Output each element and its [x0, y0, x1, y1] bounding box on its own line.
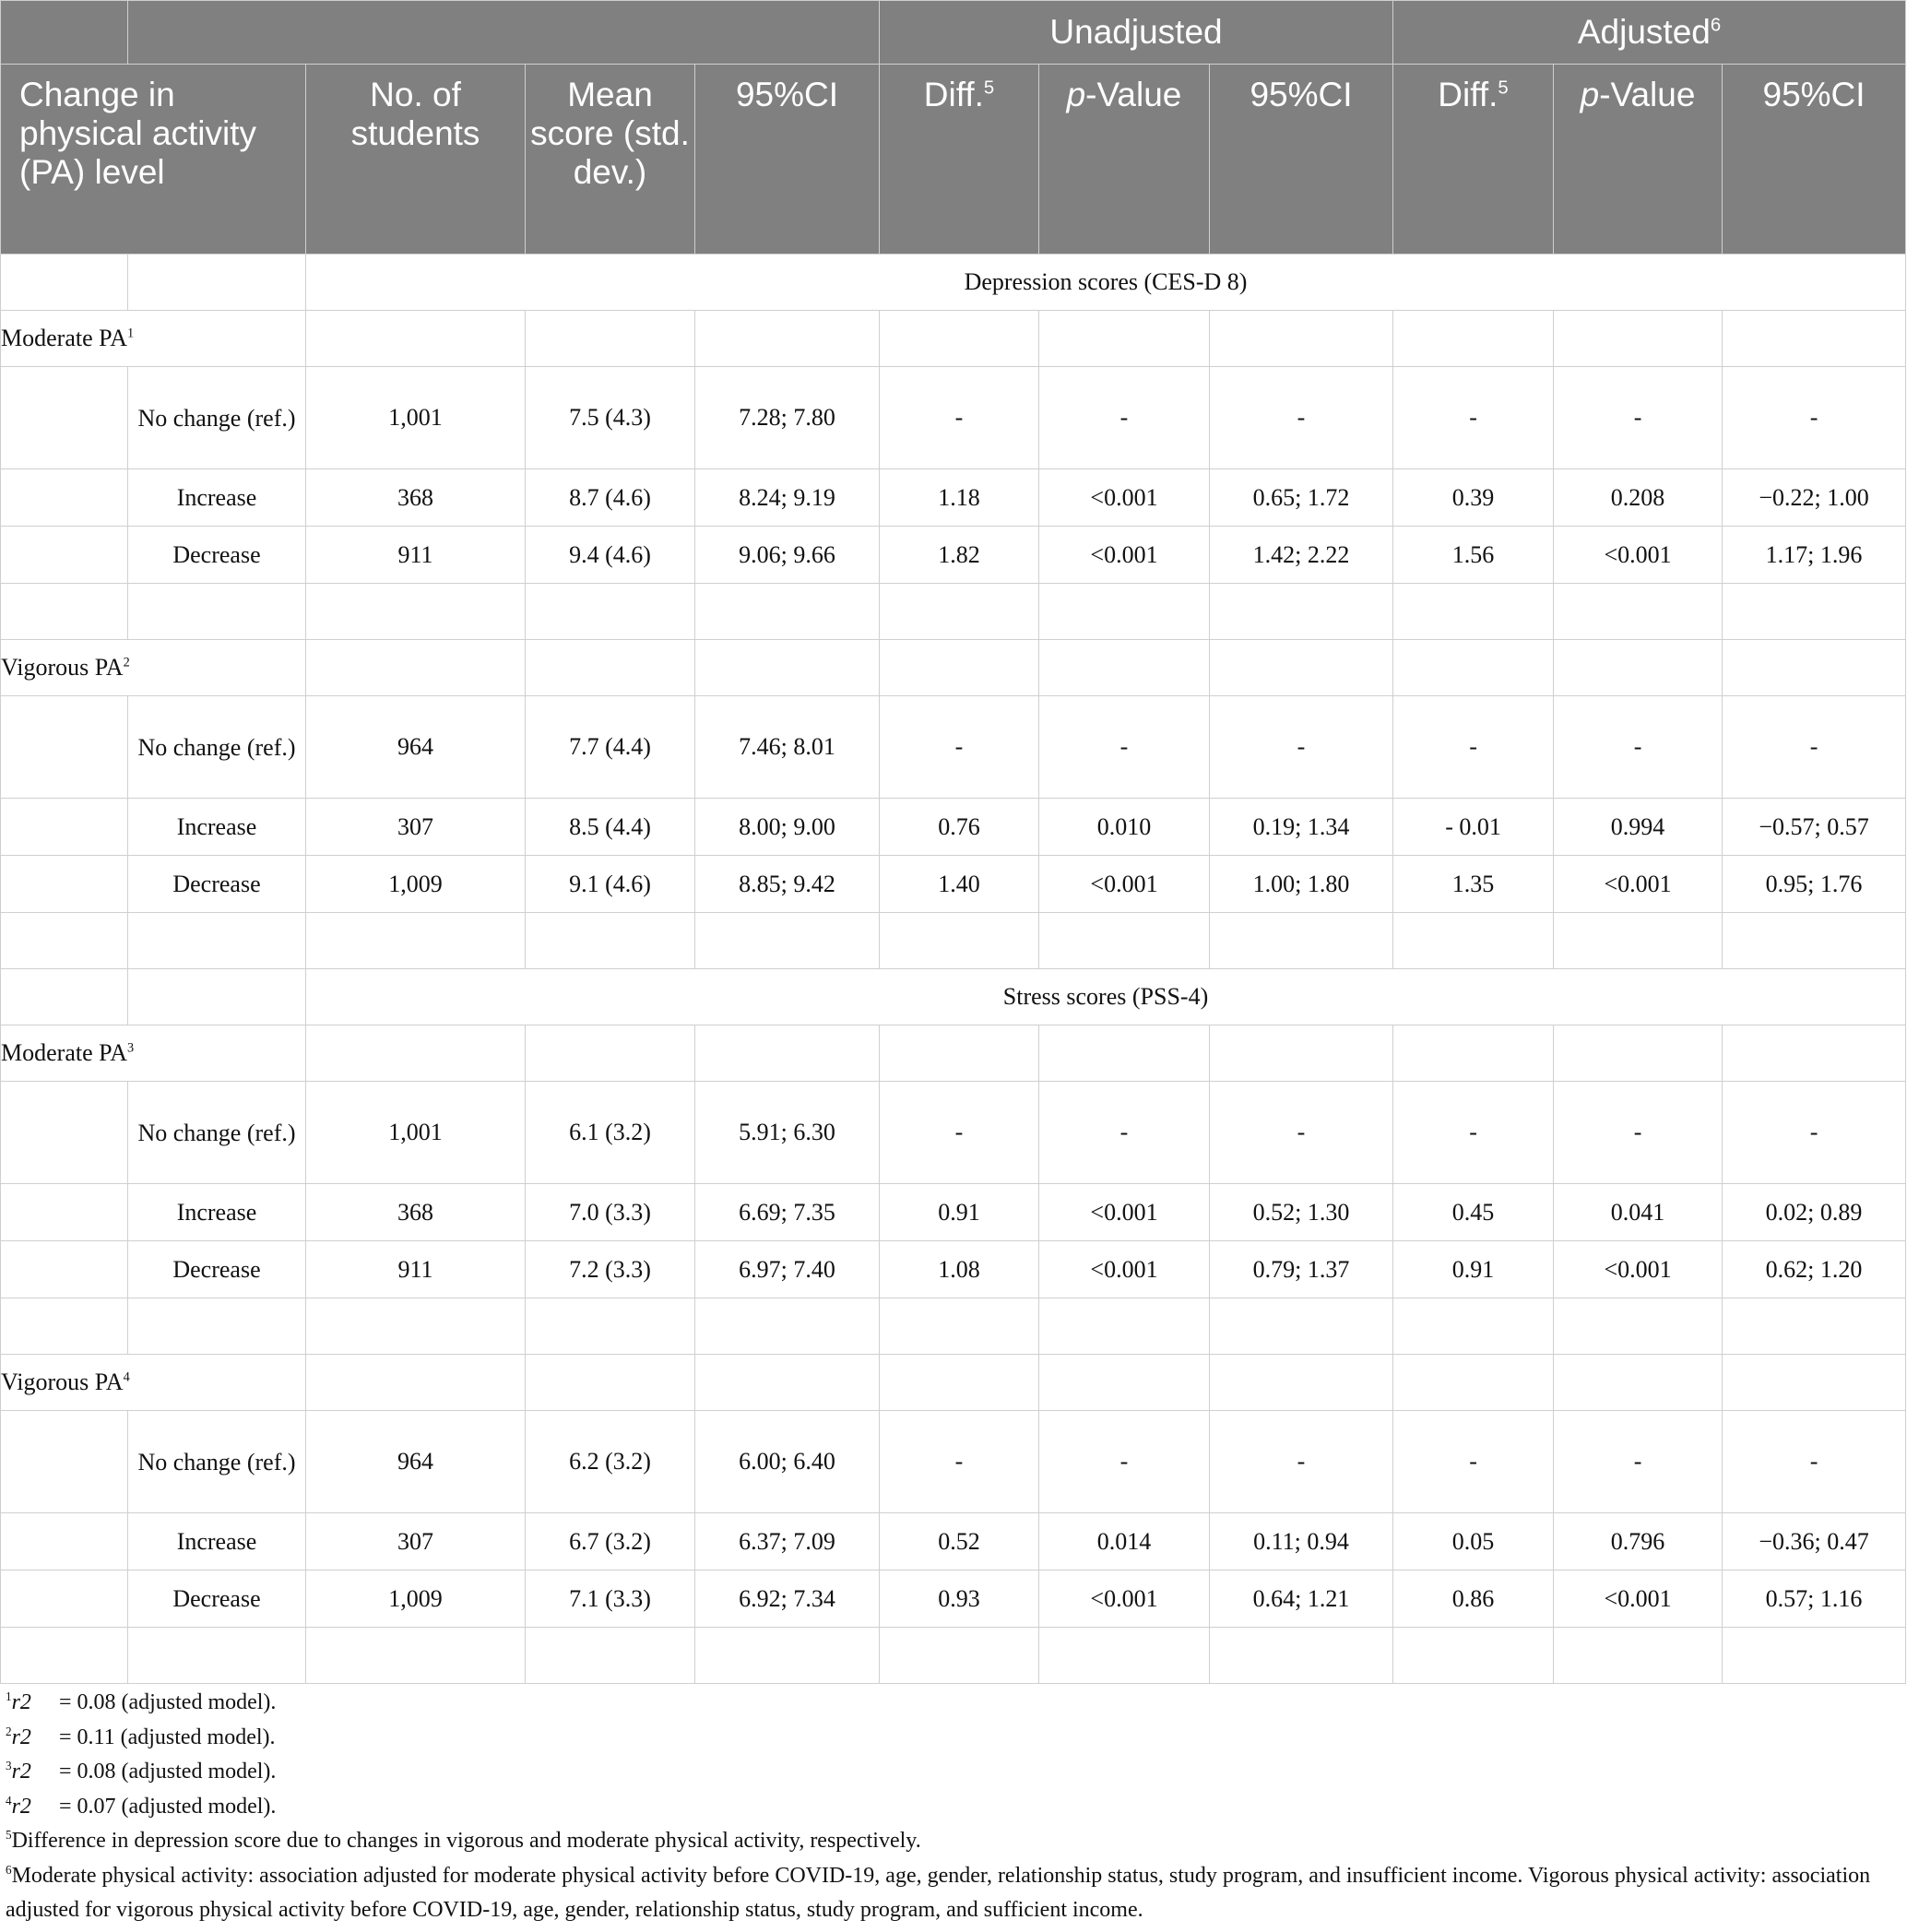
table-cell: [128, 1628, 306, 1684]
cell-adjusted-p: 0.041: [1554, 1184, 1723, 1241]
cell-mean: 8.5 (4.4): [526, 799, 695, 856]
cell-unadjusted-diff: 1.08: [880, 1241, 1039, 1298]
cell-unadjusted-diff: 1.40: [880, 856, 1039, 913]
table-cell: [526, 640, 695, 696]
cell-adjusted-p: -: [1554, 367, 1723, 469]
cell-adjusted-diff: - 0.01: [1393, 799, 1554, 856]
table-cell: [306, 1355, 526, 1411]
table-cell: [880, 1298, 1039, 1355]
table-cell: [1039, 311, 1210, 367]
cell-unadjusted-diff: 0.93: [880, 1570, 1039, 1628]
cell-unadjusted-ci: -: [1210, 1411, 1393, 1513]
table-cell: [1554, 584, 1723, 640]
table-row: [1, 856, 1906, 913]
table-cell: [306, 1298, 526, 1355]
table-row: [1, 799, 1906, 856]
cell-unadjusted-diff: -: [880, 367, 1039, 469]
table-cell: [306, 584, 526, 640]
section-title: Depression scores (CES-D 8): [306, 255, 1906, 311]
cell-mean: 6.7 (3.2): [526, 1513, 695, 1570]
cell-adjusted-p: -: [1554, 1411, 1723, 1513]
table-cell: [1554, 1628, 1723, 1684]
table-cell: [695, 640, 880, 696]
table-cell: [306, 1025, 526, 1082]
table-cell: [1, 1411, 128, 1513]
table-cell: [1, 1628, 128, 1684]
cell-adjusted-ci: −0.22; 1.00: [1723, 469, 1906, 527]
table-cell: [1210, 1628, 1393, 1684]
table-cell: [1723, 311, 1906, 367]
table-row: [1, 1513, 1906, 1570]
cell-unadjusted-p: <0.001: [1039, 1570, 1210, 1628]
table-cell: [1, 584, 128, 640]
table-cell: [1554, 311, 1723, 367]
footnote-6: $^6$Moderate physical activity: association adjusted for moderate physical activity before COVID-19, age, gender, relationship status, study program, and insufficient income. Vigorous physical activity: association adjusted for vigorous physical activity before COVID-19, age, gender, relationship status, study program, and sufficient income.: [6, 1862, 1871, 1922]
group-row: [1, 640, 1906, 696]
table-cell: [1, 527, 128, 584]
cell-unadjusted-diff: 0.52: [880, 1513, 1039, 1570]
group-footnote-mark: 4: [123, 1369, 130, 1385]
table-cell: [880, 311, 1039, 367]
col-ci: 95%CI: [695, 65, 880, 255]
table-cell: [1393, 311, 1554, 367]
cell-unadjusted-p: -: [1039, 696, 1210, 799]
col-unadjusted-p: p-Value: [1039, 65, 1210, 255]
table-row: [1, 1570, 1906, 1628]
cell-adjusted-diff: 0.05: [1393, 1513, 1554, 1570]
change-label: Decrease: [128, 856, 306, 913]
table-cell: [1723, 1298, 1906, 1355]
change-label: Decrease: [128, 1241, 306, 1298]
footnotes: [6, 1686, 1896, 1928]
table-cell: [695, 311, 880, 367]
cell-ci: 8.24; 9.19: [695, 469, 880, 527]
cell-unadjusted-diff: 1.18: [880, 469, 1039, 527]
cell-ci: 6.37; 7.09: [695, 1513, 880, 1570]
group-label: [1, 640, 306, 696]
cell-adjusted-diff: -: [1393, 1082, 1554, 1184]
table-row: [1, 527, 1906, 584]
table-cell: [1210, 1025, 1393, 1082]
cell-unadjusted-p: -: [1039, 1082, 1210, 1184]
cell-students: 1,001: [306, 367, 526, 469]
group-label: [1, 1025, 306, 1082]
cell-adjusted-p: -: [1554, 696, 1723, 799]
change-label: Increase: [128, 1513, 306, 1570]
table-cell: [1554, 1025, 1723, 1082]
cell-students: 307: [306, 1513, 526, 1570]
cell-adjusted-ci: 0.62; 1.20: [1723, 1241, 1906, 1298]
table-cell: [1, 856, 128, 913]
table-cell: [1, 1298, 128, 1355]
table-cell: [1554, 640, 1723, 696]
table-row: [1, 1184, 1906, 1241]
table-row: [1, 1082, 1906, 1184]
table-cell: [526, 1298, 695, 1355]
table-cell: [695, 913, 880, 969]
cell-adjusted-ci: 1.17; 1.96: [1723, 527, 1906, 584]
table-cell: [1393, 584, 1554, 640]
cell-unadjusted-p: <0.001: [1039, 469, 1210, 527]
table-cell: [306, 1628, 526, 1684]
cell-adjusted-ci: -: [1723, 696, 1906, 799]
cell-unadjusted-ci: -: [1210, 367, 1393, 469]
cell-adjusted-ci: 0.57; 1.16: [1723, 1570, 1906, 1628]
cell-ci: 6.69; 7.35: [695, 1184, 880, 1241]
cell-adjusted-p: <0.001: [1554, 856, 1723, 913]
table-cell: [1, 1184, 128, 1241]
group-label: [1, 311, 306, 367]
cell-ci: 8.00; 9.00: [695, 799, 880, 856]
table-cell: [880, 913, 1039, 969]
section-title: Stress scores (PSS-4): [306, 969, 1906, 1025]
group-label-text: Vigorous PA: [1, 654, 124, 681]
cell-unadjusted-diff: 1.82: [880, 527, 1039, 584]
footnote-2: $^2$r2 = 0.11 (adjusted model).: [6, 1724, 276, 1749]
cell-adjusted-p: 0.208: [1554, 469, 1723, 527]
cell-unadjusted-ci: 1.42; 2.22: [1210, 527, 1393, 584]
change-label: Increase: [128, 469, 306, 527]
table-row: [1, 1411, 1906, 1513]
table-cell: [1, 969, 128, 1025]
col-unadjusted-ci: 95%CI: [1210, 65, 1393, 255]
cell-students: 964: [306, 696, 526, 799]
group-label-text: Vigorous PA: [1, 1369, 124, 1395]
cell-adjusted-ci: −0.57; 0.57: [1723, 799, 1906, 856]
table-cell: [695, 1628, 880, 1684]
cell-students: 964: [306, 1411, 526, 1513]
cell-students: 368: [306, 1184, 526, 1241]
cell-mean: 7.0 (3.3): [526, 1184, 695, 1241]
cell-students: 307: [306, 799, 526, 856]
table-cell: [1554, 913, 1723, 969]
change-label: Increase: [128, 1184, 306, 1241]
cell-adjusted-diff: 0.86: [1393, 1570, 1554, 1628]
cell-adjusted-p: <0.001: [1554, 1570, 1723, 1628]
cell-adjusted-ci: -: [1723, 1082, 1906, 1184]
table-cell: [695, 1298, 880, 1355]
table-cell: [1210, 913, 1393, 969]
header-empty-span: [128, 1, 880, 65]
table-cell: [306, 311, 526, 367]
section-title-row: [1, 255, 1906, 311]
cell-adjusted-p: -: [1554, 1082, 1723, 1184]
table-cell: [1210, 584, 1393, 640]
group-row: [1, 311, 1906, 367]
table-cell: [1, 367, 128, 469]
col-adjusted-diff: Diff.$^5$: [1393, 65, 1554, 255]
table-cell: [128, 913, 306, 969]
cell-unadjusted-diff: -: [880, 696, 1039, 799]
cell-mean: 6.1 (3.2): [526, 1082, 695, 1184]
table-cell: [1393, 1298, 1554, 1355]
table-cell: [526, 1355, 695, 1411]
table-cell: [1393, 1628, 1554, 1684]
cell-students: 1,009: [306, 856, 526, 913]
table-cell: [1039, 1298, 1210, 1355]
table-cell: [1723, 584, 1906, 640]
table-cell: [1039, 1628, 1210, 1684]
col-mean: Mean score (std. dev.): [526, 65, 695, 255]
cell-unadjusted-ci: 1.00; 1.80: [1210, 856, 1393, 913]
cell-ci: 7.28; 7.80: [695, 367, 880, 469]
cell-unadjusted-diff: 0.91: [880, 1184, 1039, 1241]
table-cell: [1210, 1298, 1393, 1355]
footnote-4: $^4$r2 = 0.07 (adjusted model).: [6, 1793, 277, 1819]
cell-unadjusted-ci: 0.64; 1.21: [1210, 1570, 1393, 1628]
section-title-row: [1, 969, 1906, 1025]
table-cell: [526, 1025, 695, 1082]
header-unadjusted: Unadjusted: [880, 1, 1393, 65]
table-cell: [1039, 913, 1210, 969]
change-label: No change (ref.): [128, 696, 306, 799]
cell-ci: 8.85; 9.42: [695, 856, 880, 913]
table-cell: [1393, 913, 1554, 969]
cell-unadjusted-ci: 0.52; 1.30: [1210, 1184, 1393, 1241]
change-label: No change (ref.): [128, 367, 306, 469]
footnote-5: $^5$Difference in depression score due to changes in vigorous and moderate physical activity, respectively.: [6, 1828, 921, 1853]
table-cell: [1, 255, 128, 311]
cell-students: 1,009: [306, 1570, 526, 1628]
cell-unadjusted-ci: -: [1210, 1082, 1393, 1184]
col-adjusted-ci: 95%CI: [1723, 65, 1906, 255]
table-cell: [1039, 1355, 1210, 1411]
cell-unadjusted-ci: -: [1210, 696, 1393, 799]
cell-mean: 7.5 (4.3): [526, 367, 695, 469]
table-cell: [1210, 1355, 1393, 1411]
cell-unadjusted-p: 0.014: [1039, 1513, 1210, 1570]
table-cell: [880, 1628, 1039, 1684]
spacer-row: [1, 913, 1906, 969]
table-cell: [1723, 640, 1906, 696]
cell-adjusted-diff: -: [1393, 696, 1554, 799]
table-cell: [880, 1355, 1039, 1411]
col-unadjusted-diff: Diff.$^5$: [880, 65, 1039, 255]
cell-mean: 7.1 (3.3): [526, 1570, 695, 1628]
cell-unadjusted-p: -: [1039, 1411, 1210, 1513]
table-cell: [880, 584, 1039, 640]
change-label: No change (ref.): [128, 1082, 306, 1184]
group-footnote-mark: 1: [126, 326, 135, 341]
cell-adjusted-p: 0.994: [1554, 799, 1723, 856]
table-cell: [526, 311, 695, 367]
table-cell: [306, 913, 526, 969]
table-row: [1, 367, 1906, 469]
table-cell: [880, 1025, 1039, 1082]
table-cell: [1, 1082, 128, 1184]
cell-adjusted-diff: -: [1393, 367, 1554, 469]
table-row: [1, 696, 1906, 799]
cell-adjusted-diff: 0.39: [1393, 469, 1554, 527]
cell-unadjusted-p: <0.001: [1039, 1241, 1210, 1298]
table-cell: [526, 584, 695, 640]
table-body: [1, 255, 1906, 1684]
cell-unadjusted-ci: 0.79; 1.37: [1210, 1241, 1393, 1298]
spacer-row: [1, 584, 1906, 640]
cell-adjusted-ci: 0.95; 1.76: [1723, 856, 1906, 913]
change-label: Decrease: [128, 1570, 306, 1628]
table-cell: [1554, 1355, 1723, 1411]
col-students: No. of students: [306, 65, 526, 255]
table-cell: [1393, 1355, 1554, 1411]
cell-adjusted-ci: 0.02; 0.89: [1723, 1184, 1906, 1241]
table-cell: [880, 640, 1039, 696]
cell-unadjusted-ci: 0.65; 1.72: [1210, 469, 1393, 527]
cell-students: 1,001: [306, 1082, 526, 1184]
table-row: [1, 1241, 1906, 1298]
cell-unadjusted-p: <0.001: [1039, 527, 1210, 584]
group-footnote-mark: 2: [123, 655, 130, 670]
table-cell: [1039, 1025, 1210, 1082]
table-cell: [128, 1298, 306, 1355]
cell-unadjusted-diff: 0.76: [880, 799, 1039, 856]
table-cell: [1723, 1355, 1906, 1411]
table-cell: [1, 696, 128, 799]
cell-students: 911: [306, 1241, 526, 1298]
table-cell: [1, 913, 128, 969]
col-adjusted-p: p-Value: [1554, 65, 1723, 255]
table-cell: [526, 1628, 695, 1684]
group-label-text: Moderate PA: [1, 325, 127, 351]
table-cell: [695, 1355, 880, 1411]
group-label: [1, 1355, 306, 1411]
table-cell: [1210, 640, 1393, 696]
cell-ci: 6.00; 6.40: [695, 1411, 880, 1513]
table-cell: [1393, 640, 1554, 696]
cell-mean: 7.7 (4.4): [526, 696, 695, 799]
cell-unadjusted-diff: -: [880, 1082, 1039, 1184]
table-cell: [1723, 913, 1906, 969]
cell-ci: 5.91; 6.30: [695, 1082, 880, 1184]
cell-adjusted-p: <0.001: [1554, 527, 1723, 584]
table-cell: [1723, 1025, 1906, 1082]
cell-unadjusted-p: 0.010: [1039, 799, 1210, 856]
spacer-row: [1, 1628, 1906, 1684]
cell-unadjusted-p: <0.001: [1039, 1184, 1210, 1241]
cell-students: 368: [306, 469, 526, 527]
table-cell: [1039, 584, 1210, 640]
cell-ci: 6.97; 7.40: [695, 1241, 880, 1298]
table-cell: [1, 1241, 128, 1298]
spacer-row: [1, 1298, 1906, 1355]
table-cell: [1393, 1025, 1554, 1082]
cell-unadjusted-ci: 0.19; 1.34: [1210, 799, 1393, 856]
cell-adjusted-diff: 1.35: [1393, 856, 1554, 913]
cell-ci: 6.92; 7.34: [695, 1570, 880, 1628]
cell-adjusted-ci: −0.36; 0.47: [1723, 1513, 1906, 1570]
table-cell: [1, 1570, 128, 1628]
table-cell: [695, 584, 880, 640]
table-cell: [128, 969, 306, 1025]
change-label: Decrease: [128, 527, 306, 584]
cell-adjusted-ci: -: [1723, 367, 1906, 469]
cell-students: 911: [306, 527, 526, 584]
table-cell: [1210, 311, 1393, 367]
group-label-text: Moderate PA: [1, 1039, 127, 1066]
table-cell: [1, 1513, 128, 1570]
col-change: Change in physical activity (PA) level: [1, 65, 306, 255]
table-cell: [306, 640, 526, 696]
cell-mean: 8.7 (4.6): [526, 469, 695, 527]
cell-adjusted-p: 0.796: [1554, 1513, 1723, 1570]
cell-unadjusted-p: <0.001: [1039, 856, 1210, 913]
table-cell: [695, 1025, 880, 1082]
table-cell: [1039, 640, 1210, 696]
cell-adjusted-ci: -: [1723, 1411, 1906, 1513]
cell-mean: 9.4 (4.6): [526, 527, 695, 584]
cell-unadjusted-p: -: [1039, 367, 1210, 469]
header-empty-cell: [1, 1, 128, 65]
cell-unadjusted-ci: 0.11; 0.94: [1210, 1513, 1393, 1570]
change-label: No change (ref.): [128, 1411, 306, 1513]
group-footnote-mark: 3: [126, 1040, 135, 1056]
cell-adjusted-p: <0.001: [1554, 1241, 1723, 1298]
table-cell: [1, 799, 128, 856]
cell-mean: 9.1 (4.6): [526, 856, 695, 913]
footnote-3: $^3$r2 = 0.08 (adjusted model).: [6, 1759, 277, 1784]
cell-mean: 7.2 (3.3): [526, 1241, 695, 1298]
cell-adjusted-diff: 0.45: [1393, 1184, 1554, 1241]
cell-mean: 6.2 (3.2): [526, 1411, 695, 1513]
header-adjusted: Adjusted$^6$: [1393, 1, 1906, 65]
table-cell: [1723, 1628, 1906, 1684]
table-row: [1, 469, 1906, 527]
cell-ci: 9.06; 9.66: [695, 527, 880, 584]
cell-ci: 7.46; 8.01: [695, 696, 880, 799]
footnote-1: $^1$r2 = 0.08 (adjusted model).: [6, 1689, 277, 1714]
header-row-columns: [1, 65, 1906, 255]
table-cell: [526, 913, 695, 969]
cell-adjusted-diff: 1.56: [1393, 527, 1554, 584]
cell-adjusted-diff: -: [1393, 1411, 1554, 1513]
header-row-top: [1, 1, 1906, 65]
cell-unadjusted-diff: -: [880, 1411, 1039, 1513]
table-cell: [1554, 1298, 1723, 1355]
table-cell: [128, 584, 306, 640]
table-cell: [128, 255, 306, 311]
group-row: [1, 1355, 1906, 1411]
group-row: [1, 1025, 1906, 1082]
change-label: Increase: [128, 799, 306, 856]
table-cell: [1, 469, 128, 527]
cell-adjusted-diff: 0.91: [1393, 1241, 1554, 1298]
